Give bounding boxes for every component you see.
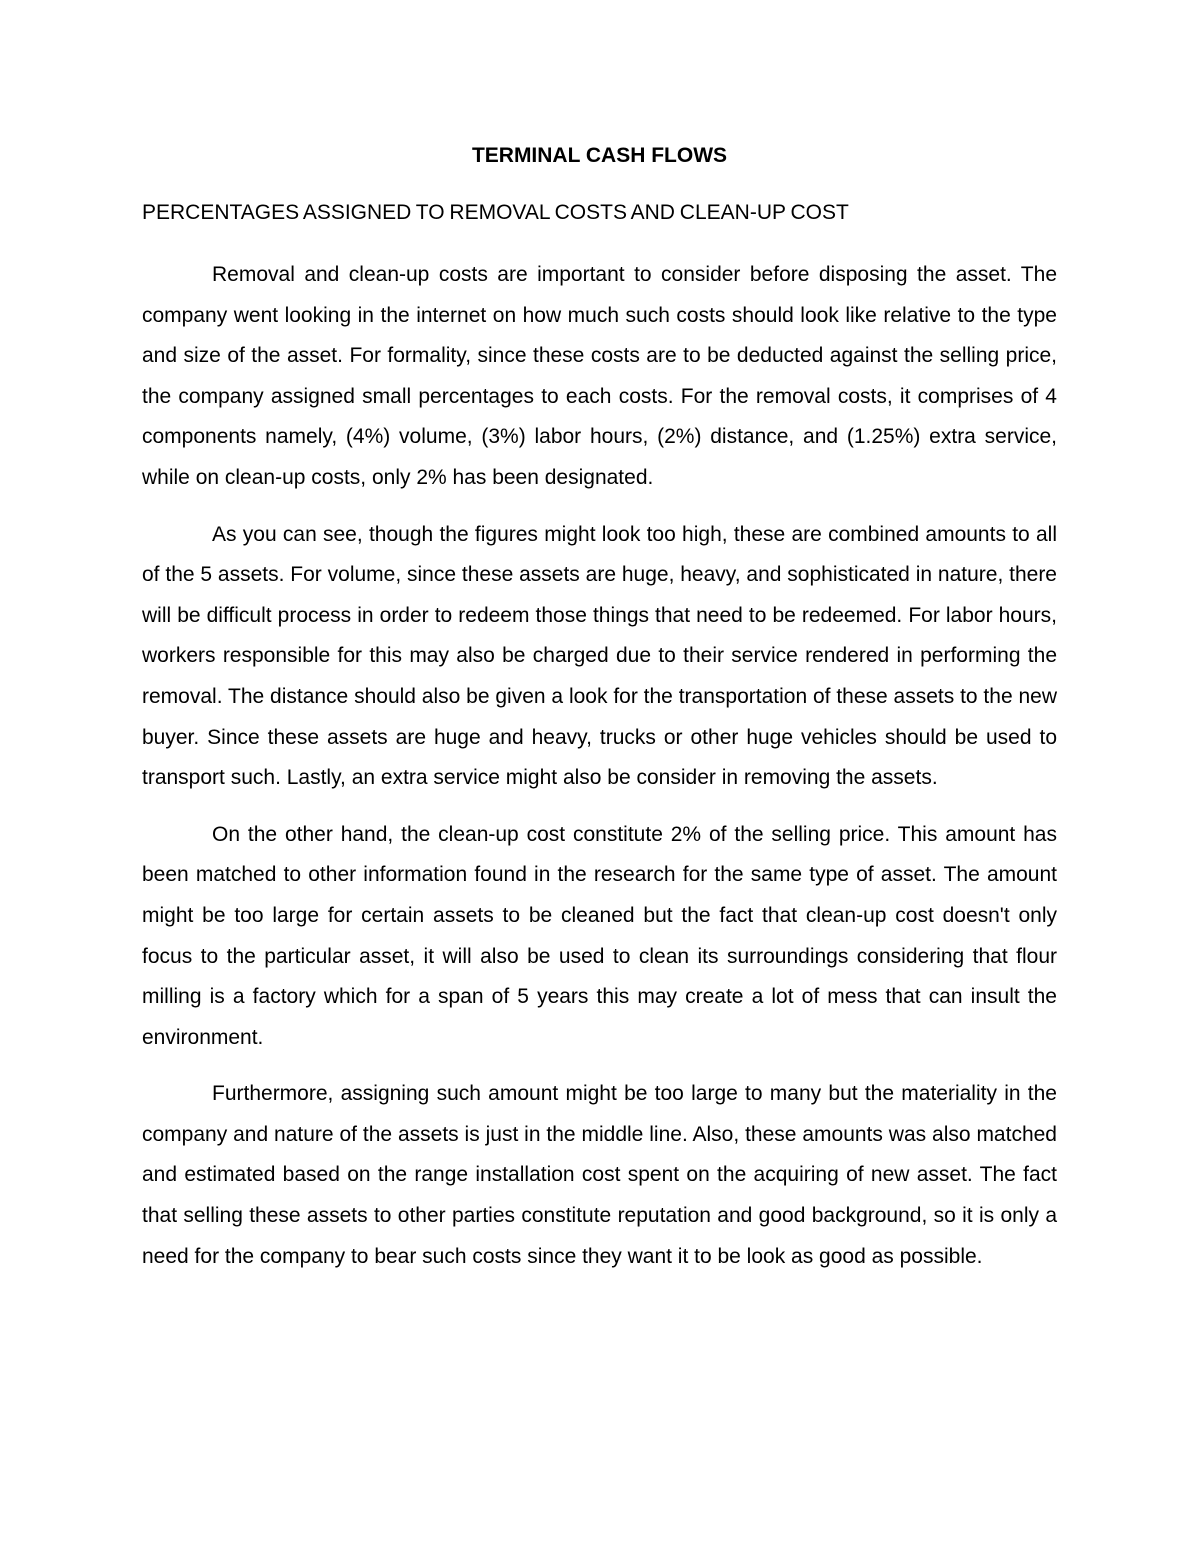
paragraph-clean-up-cost: On the other hand, the clean-up cost constitute 2% of the selling price. This amount has been matched to other information found in the research for the same type of asset. The amount might be too large for certain assets to be cleaned but the fact that clean-up cost doesn't only focus to the particular asset, it will also be used to clean its surroundings considering that flour milling is a factory which for a span of 5 years this may create a lot of mess that can insult the environment. — [142, 822, 1057, 1049]
paragraph-removal-costs: Removal and clean-up costs are important to consider before disposing the asset. The company went looking in the internet on how much such costs should look like relative to the type and size of the asset. For formality, since these costs are to be deducted against the selling price, the company assigned small percentages to each costs. For the removal costs, it comprises of 4 components namely, (4%) volume, (3%) labor hours, (2%) distance, and (1.25%) extra service, while on clean-up costs, only 2% has been designated. — [142, 263, 1057, 489]
document-body — [142, 141, 1057, 1293]
paragraph-materiality: Furthermore, assigning such amount might be too large to many but the materiality in the company and nature of the assets is just in the middle line. Also, these amounts was also matched and estimated based on the range installation cost spent on the acquiring of new asset. The fact that selling these assets to other parties constitute reputation and good background, so it is only a need for the company to bear such costs since they want it to be look as good as possible. — [142, 1082, 1057, 1268]
document-title: TERMINAL CASH FLOWS — [471, 144, 728, 167]
paragraph-combined-amounts: As you can see, though the figures might look too high, these are combined amounts to all of the 5 assets. For volume, since these assets are huge, heavy, and sophisticated in nature, there will be difficult process in order to redeem those things that need to be redeemed. For labor hours, workers responsible for this may also be charged due to their service rendered in performing the removal. The distance should also be given a look for the transportation of these assets to the new buyer. Since these assets are huge and heavy, trucks or other huge vehicles should be used to transport such. Lastly, an extra service might also be consider in removing the assets. — [142, 522, 1057, 790]
section-heading: PERCENTAGES ASSIGNED TO REMOVAL COSTS AND CLEAN-UP COST — [142, 201, 849, 224]
